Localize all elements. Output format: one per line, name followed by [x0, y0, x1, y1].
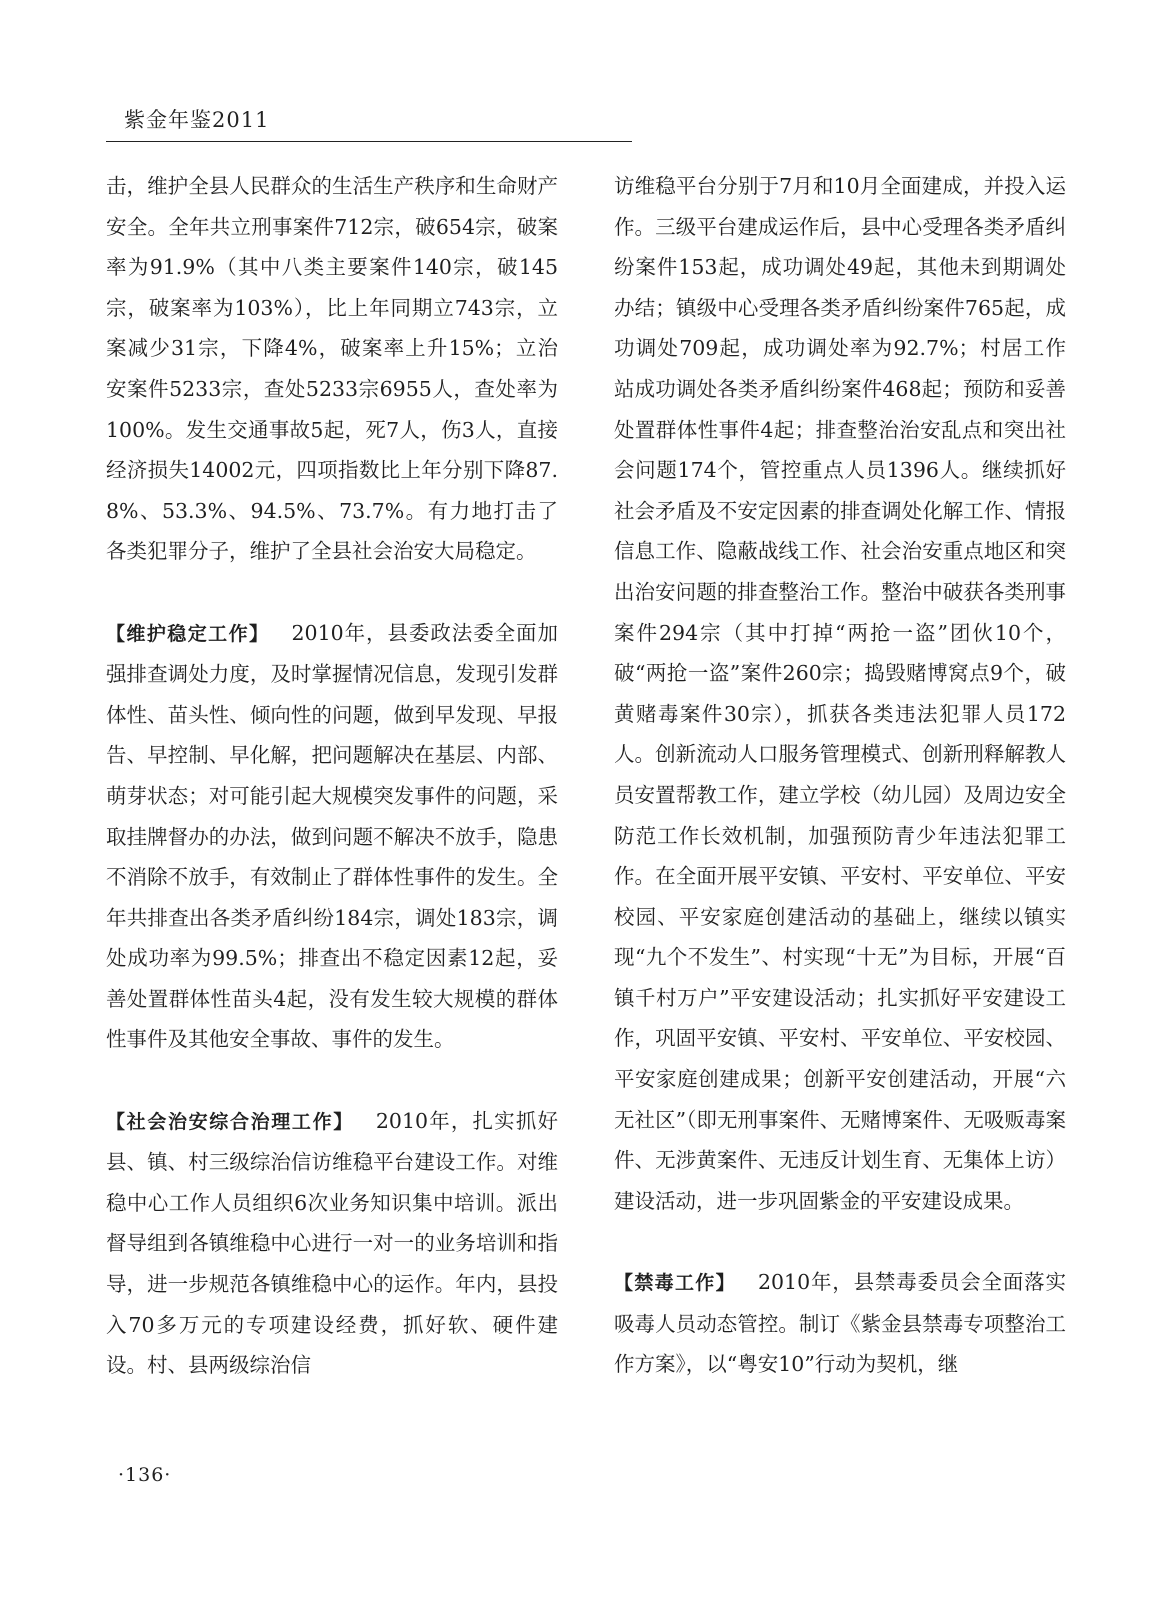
stability-text: 2010年，县委政法委全面加强排查调处力度，及时掌握情况信息，发现引发群体性、苗头性、倾向性的问题，做到早发现、早报告、早控制、早化解，把问题解决在基层、内部、萌芽状态；对可能引起大规模突发事件的问题，采取挂牌督办的办法，做到问题不解决不放手，隐患不消除不放手，有效制止了群体性事件的发生。全年共排查出各类矛盾纠纷184宗，调处183宗，调处成功率为99.5%；排查出不稳定因素12起，妥善处置群体性苗头4起，没有发生较大规模的群体性事件及其他安全事故、事件的发生。 [106, 620, 558, 1052]
section-title-public-security: 【社会治安综合治理工作】 [106, 1110, 354, 1133]
continuation-paragraph: 访维稳平台分别于7月和10月全面建成，并投入运作。三级平台建成运作后，县中心受理各类矛盾纠纷案件153起，成功调处49起，其他未到期调处办结；镇级中心受理各类矛盾纠纷案件765起，成功调处709起，成功调处率为92.7%；村居工作站成功调处各类矛盾纠纷案件468起；预防和妥善处置群体性事件4起；排查整治治安乱点和突出社会问题174个，管控重点人员1396人。继续抓好社会矛盾及不安定因素的排查调处化解工作、情报信息工作、隐蔽战线工作、社会治安重点地区和突出治安问题的排查整治工作。整治中破获各类刑事案件294宗（其中打掉“两抢一盗”团伙10个，破“两抢一盗”案件260宗；捣毁赌博窝点9个，破黄赌毒案件30宗），抓获各类违法犯罪人员172人。创新流动人口服务管理模式、创新刑释解教人员安置帮教工作，建立学校（幼儿园）及周边安全防范工作长效机制，加强预防青少年违法犯罪工作。在全面开展平安镇、平安村、平安单位、平安校园、平安家庭创建活动的基础上，继续以镇实现“九个不发生”、村实现“十无”为目标，开展“百镇千村万户”平安建设活动；扎实抓好平安建设工作，巩固平安镇、平安村、平安单位、平安校园、平安家庭创建成果；创新平安创建活动，开展“六无社区”（即无刑事案件、无赌博案件、无吸贩毒案件、无涉黄案件、无违反计划生育、无集体上访）建设活动，进一步巩固紫金的平安建设成果。 [614, 174, 1066, 1213]
stability-paragraph [106, 613, 558, 1061]
right-column [614, 166, 1066, 1385]
running-header: 紫金年鉴2011 [124, 108, 270, 132]
paragraph-gap [614, 1221, 1066, 1262]
anti-drug-paragraph [614, 1262, 1066, 1385]
anti-drug-text: 2010年，县禁毒委员会全面落实吸毒人员动态管控。制订《紫金县禁毒专项整治工作方案》，以“粤安10”行动为契机，继 [614, 1270, 1066, 1377]
page-number: ·136· [118, 1464, 172, 1486]
section-title-anti-drug: 【禁毒工作】 [614, 1272, 736, 1295]
public-security-paragraph [106, 1101, 558, 1386]
paragraph-gap [106, 1060, 558, 1101]
public-security-text: 2010年，扎实抓好县、镇、村三级综治信访维稳平台建设工作。对维稳中心工作人员组织6次业务知识集中培训。派出督导组到各镇维稳中心进行一对一的业务培训和指导，进一步规范各镇维稳中心的运作。年内，县投入70多万元的专项建设经费，抓好软、硬件建设。村、县两级综治信 [106, 1108, 558, 1378]
intro-paragraph: 击，维护全县人民群众的生活生产秩序和生命财产安全。全年共立刑事案件712宗，破654宗，破案率为91.9%（其中八类主要案件140宗，破145宗，破案率为103%），比上年同期立743宗，立案减少31宗，下降4%，破案率上升15%；立治安案件5233宗，查处5233宗6955人，查处率为100%。发生交通事故5起，死7人，伤3人，直接经济损失14002元，四项指数比上年分别下降87.8%、53.3%、94.5%、73.7%。有力地打击了各类犯罪分子，维护了全县社会治安大局稳定。 [106, 174, 558, 564]
paragraph-gap [106, 572, 558, 613]
header-rule [106, 141, 632, 142]
left-column [106, 166, 558, 1386]
section-title-stability: 【维护稳定工作】 [106, 622, 270, 645]
